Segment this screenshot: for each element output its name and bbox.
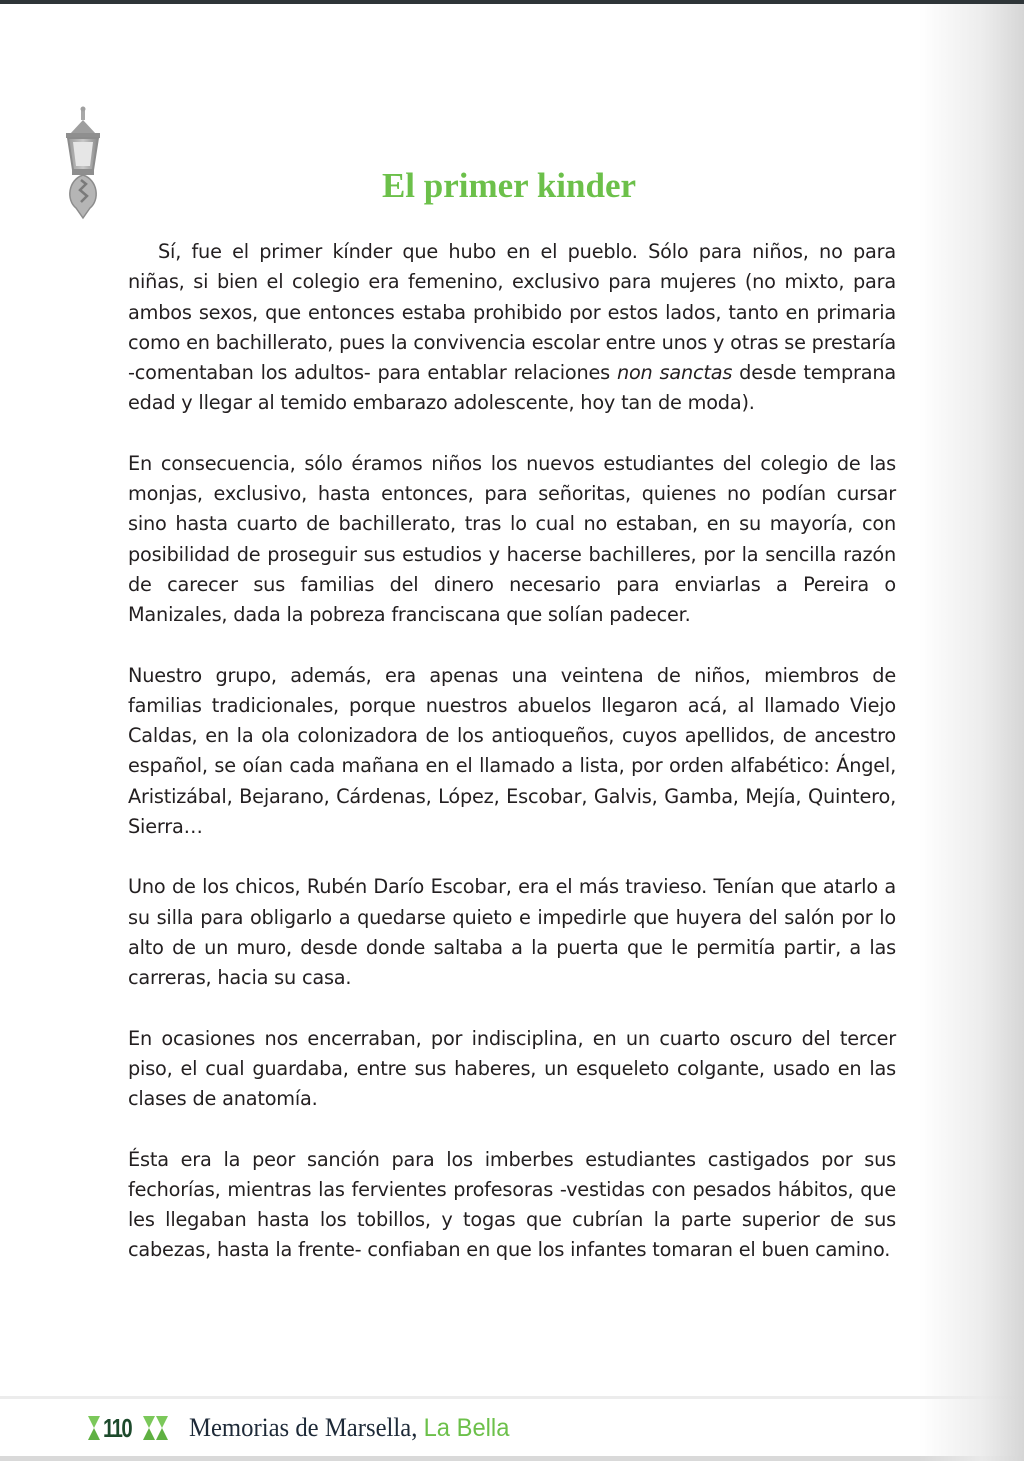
hourglass-icon (143, 1416, 155, 1440)
paragraph-1-text: Sí, fue el primer kínder que hubo en el pueblo. Sólo para niños, no para niñas, si bien el colegio era femenino, exclusivo para mujeres (no mixto, para ambos sexos, que entonces estaba prohibido por estos lados, tanto en primaria como en bachillerato, pues la convivencia escolar entre unos y otras se prestaría -comentaban los adultos- para entablar relaciones (128, 240, 896, 384)
hourglass-icon (88, 1416, 100, 1440)
book-title (189, 1413, 509, 1443)
top-border (0, 0, 1024, 4)
body-text (128, 237, 896, 1296)
paragraph-1 (128, 237, 896, 419)
book-title-accent: La Bella (423, 1414, 510, 1442)
paragraph-4: Uno de los chicos, Rubén Darío Escobar, era el más travieso. Tenían que atarlo a su silla para obligarlo a quedarse quieto e impedirle que huyera del salón por lo alto de un muro, desde donde saltaba a la puerta que le permitía partir, a las carreras, hacia su casa. (128, 875, 896, 989)
page-footer (88, 1411, 526, 1445)
italic-phrase: non sanctas (616, 361, 733, 384)
footer-divider (0, 1396, 1024, 1399)
hourglass-icon (156, 1416, 168, 1440)
chapter-title-text: El primer kinder (381, 166, 637, 205)
paragraph-5: En ocasiones nos encerraban, por indisciplina, en un cuarto oscuro del tercer piso, el cual guardaba, entre sus haberes, un esqueleto colgante, usado en las clases de anatomía. (128, 1026, 896, 1110)
paragraph-3: Nuestro grupo, además, era apenas una veintena de niños, miembros de familias tradicionales, porque nuestros abuelos llegaron acá, al llamado Viejo Caldas, en la ola colonizadora de los antioqueños, cuyos apellidos, de ancestro español, se oían cada mañana en el llamado a lista, por orden alfabético: Ángel, Aristizábal, Bejarano, Cárdenas, López, Escobar, Galvis, Gamba, Mejía, Quintero, Sierra… (128, 663, 896, 838)
page-number: 110 (103, 1412, 132, 1443)
page-edge-shadow (919, 4, 1024, 1461)
paragraph-1-text-end: desde temprana edad y llegar al temido embarazo adolescente, hoy tan de moda). (128, 361, 896, 415)
chapter-title (0, 166, 1024, 206)
paragraph-6: Ésta era la peor sanción para los imberbes estudiantes castigados por sus fechorías, mientras las fervientes profesoras -vestidas con pesados hábitos, que les llegaban hasta los tobillos, y togas que cubrían la parte superior de sus cabezas, hasta la frente- confiaban en que los infantes tomaran el buen camino. (128, 1147, 896, 1262)
paragraph-2: En consecuencia, sólo éramos niños los nuevos estudiantes del colegio de las monjas, exclusivo, hasta entonces, para señoritas, quienes no podían cursar sino hasta cuarto de bachillerato, tras lo cual no estaban, en su mayoría, con posibilidad de proseguir sus estudios y hacerse bachilleres, por la sencilla razón de carecer sus familias del dinero necesario para enviarlas a Pereira o Manizales, dada la pobreza franciscana que solían padecer. (128, 451, 896, 626)
bottom-border (0, 1456, 1024, 1461)
book-title-main: Memorias de Marsella, (189, 1413, 418, 1442)
